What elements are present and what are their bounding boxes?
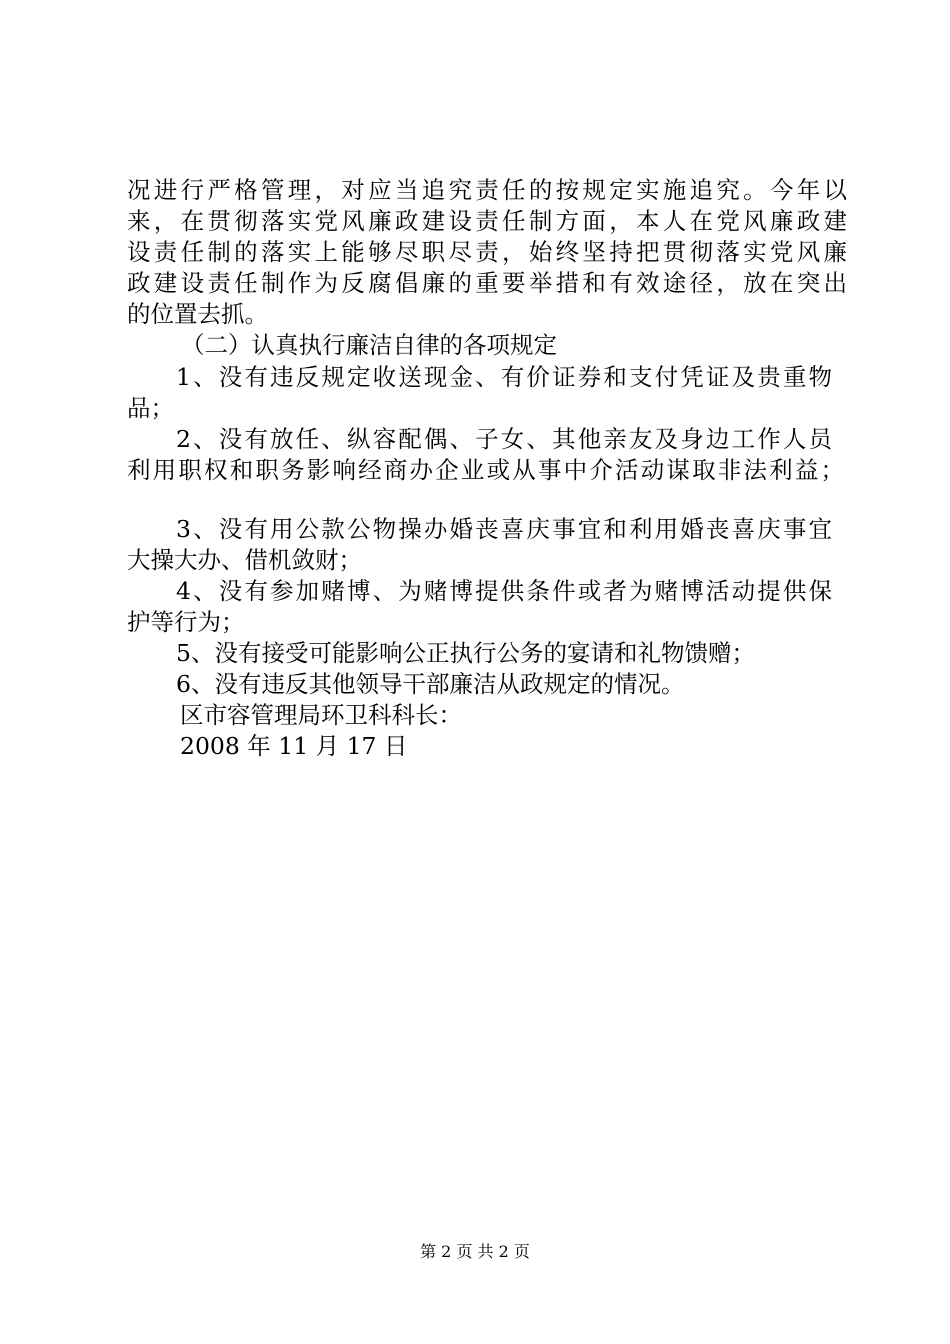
- signature-title: 区市容管理局环卫科科长：: [180, 701, 462, 729]
- list-item-2-line-1: 2、没有放任、纵容配偶、子女、其他亲友及身边工作人员: [176, 425, 832, 453]
- body-line: 的位置去抓。: [127, 300, 268, 328]
- page-number-footer: 第 2 页 共 2 页: [420, 1242, 530, 1261]
- body-line: 况进行严格管理，对应当追究责任的按规定实施追究。今年以: [127, 176, 847, 204]
- list-item-2-line-2: 利用职权和职务影响经商办企业或从事中介活动谋取非法利益；: [127, 456, 844, 484]
- list-item-3-line-1: 3、没有用公款公物操办婚丧喜庆事宜和利用婚丧喜庆事宜: [176, 515, 832, 543]
- list-item-5: 5、没有接受可能影响公正执行公务的宴请和礼物馈赠；: [176, 639, 755, 667]
- signature-date: 2008 年 11 月 17 日: [180, 732, 408, 760]
- list-item-1-line-1: 1、没有违反规定收送现金、有价证券和支付凭证及贵重物: [176, 363, 832, 391]
- body-line: 设责任制的落实上能够尽职尽责，始终坚持把贯彻落实党风廉: [127, 238, 847, 266]
- list-item-3-line-2: 大操大办、借机敛财；: [127, 546, 362, 574]
- section-heading: （二）认真执行廉洁自律的各项规定: [181, 331, 557, 359]
- list-item-4-line-2: 护等行为；: [127, 608, 245, 636]
- list-item-6: 6、没有违反其他领导干部廉洁从政规定的情况。: [176, 670, 685, 698]
- list-item-1-line-2: 品；: [127, 394, 174, 422]
- body-line: 政建设责任制作为反腐倡廉的重要举措和有效途径，放在突出: [127, 269, 847, 297]
- list-item-4-line-1: 4、没有参加赌博、为赌博提供条件或者为赌博活动提供保: [176, 577, 832, 605]
- body-line: 来，在贯彻落实党风廉政建设责任制方面，本人在党风廉政建: [127, 207, 847, 235]
